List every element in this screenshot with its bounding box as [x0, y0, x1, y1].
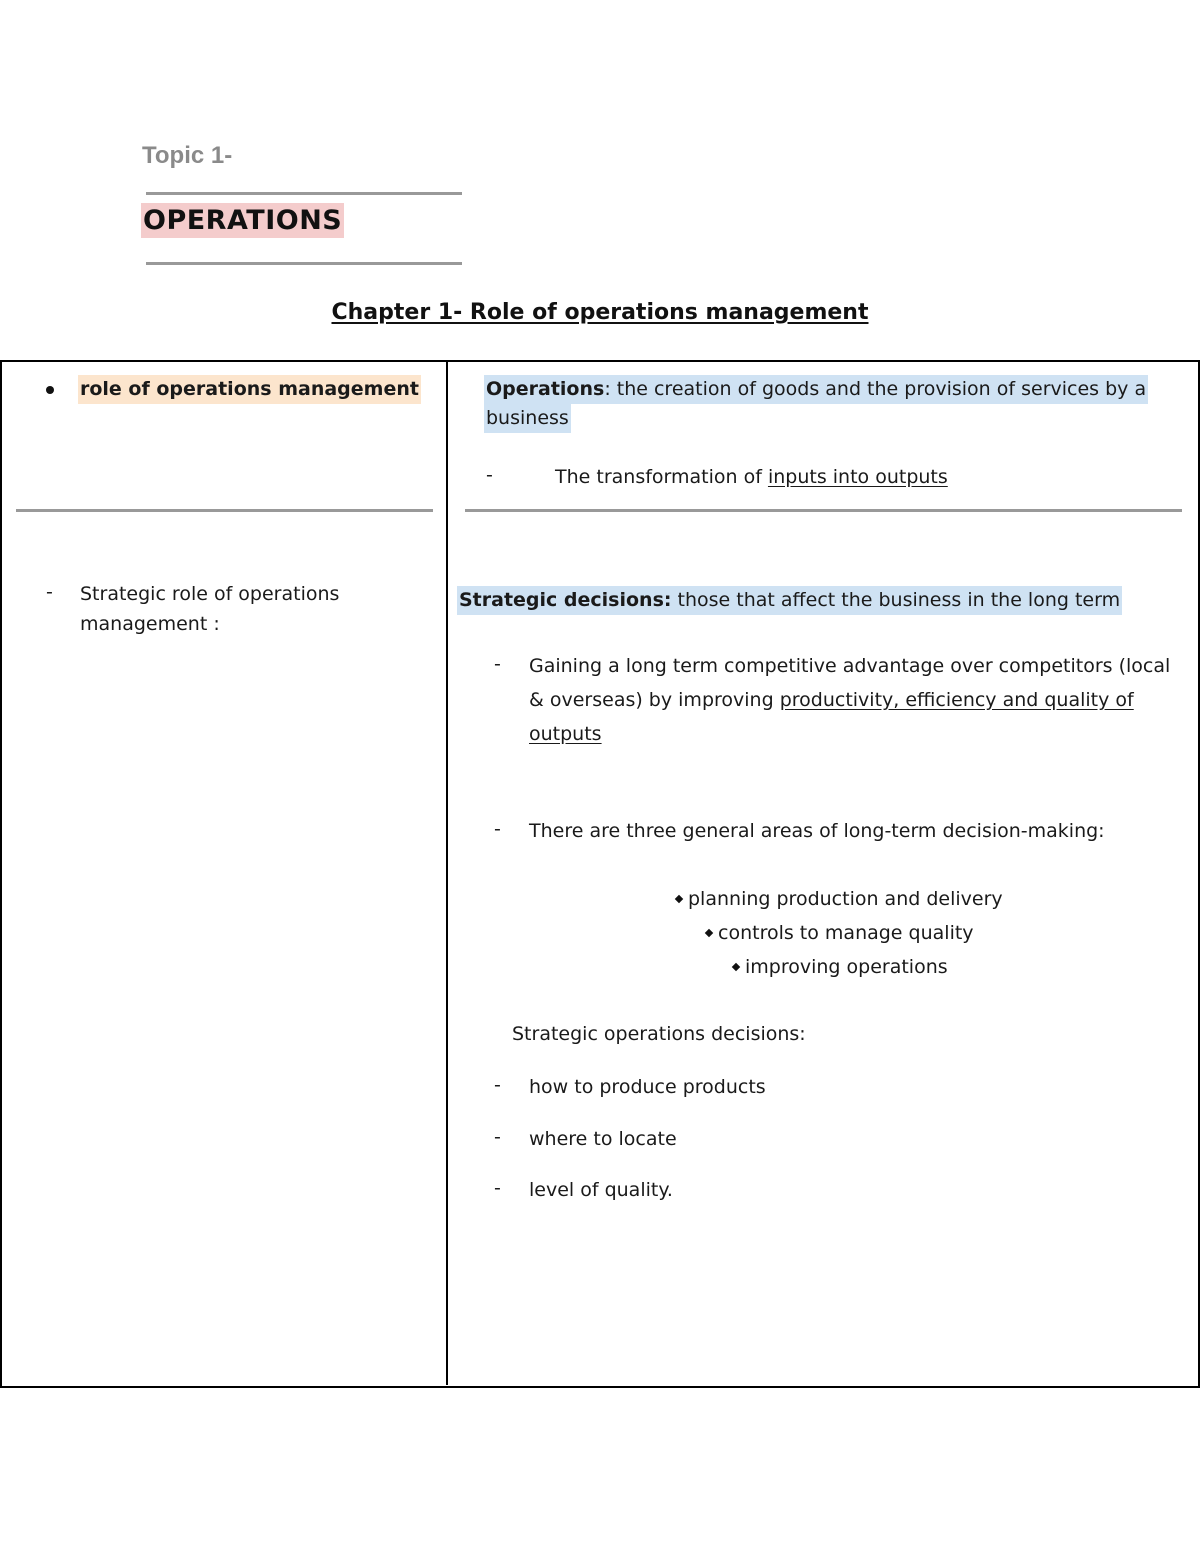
strategic-decisions-definition	[457, 586, 1122, 615]
strategic-term: Strategic decisions:	[459, 589, 672, 611]
left-item-role-label: role of operations management	[80, 378, 419, 400]
title-rule-bottom	[146, 262, 462, 265]
decision-item: level of quality.	[529, 1179, 673, 1201]
area-item: controls to manage quality	[718, 922, 974, 944]
area-item: improving operations	[745, 956, 948, 978]
bullet-icon	[46, 386, 54, 394]
decision-item: how to produce products	[529, 1076, 766, 1098]
dash-icon: -	[494, 1126, 501, 1148]
operations-term: Operations	[486, 378, 605, 400]
strategic-definition-text: those that affect the business in the long term	[671, 589, 1121, 611]
page-title: OPERATIONS	[143, 205, 343, 236]
operations-definition-text: : the creation of goods and the provision of services by a	[604, 378, 1147, 400]
dash-icon: -	[494, 1177, 501, 1199]
areas-intro: There are three general areas of long-term decision-making:	[529, 820, 1105, 842]
transformation-prefix: The transformation of	[555, 466, 768, 488]
left-item-strategic-line1: Strategic role of operations	[80, 583, 340, 605]
gaining-line2-underlined: productivity, efficiency and quality of	[779, 689, 1134, 711]
operations-definition-line2: business	[484, 404, 571, 433]
column-divider	[446, 361, 448, 1385]
left-item-strategic-line2: management :	[80, 613, 220, 635]
right-row-divider	[465, 509, 1182, 512]
left-item-role	[78, 375, 421, 404]
transformation-underlined: inputs into outputs	[767, 466, 948, 488]
dash-icon: -	[494, 653, 501, 675]
gaining-line3: outputs	[529, 723, 602, 745]
title-rule-top	[146, 192, 462, 195]
decisions-heading: Strategic operations decisions:	[512, 1023, 806, 1045]
gaining-line2-prefix: & overseas) by improving	[529, 689, 780, 711]
transformation-line	[555, 463, 948, 492]
dash-icon: -	[494, 818, 501, 840]
decision-item: where to locate	[529, 1128, 677, 1150]
topic-label: Topic 1-	[142, 142, 233, 169]
dash-icon: -	[494, 1074, 501, 1096]
chapter-heading: Chapter 1- Role of operations management	[331, 300, 869, 325]
operations-definition-line1	[484, 375, 1148, 404]
dash-icon: -	[486, 464, 493, 486]
area-item: planning production and delivery	[688, 888, 1003, 910]
dash-icon: -	[46, 581, 53, 603]
notes-table	[0, 360, 1200, 1388]
left-row-divider	[16, 509, 433, 512]
gaining-line2	[529, 686, 1134, 715]
gaining-line1: Gaining a long term competitive advantage over competitors (local	[529, 655, 1171, 677]
